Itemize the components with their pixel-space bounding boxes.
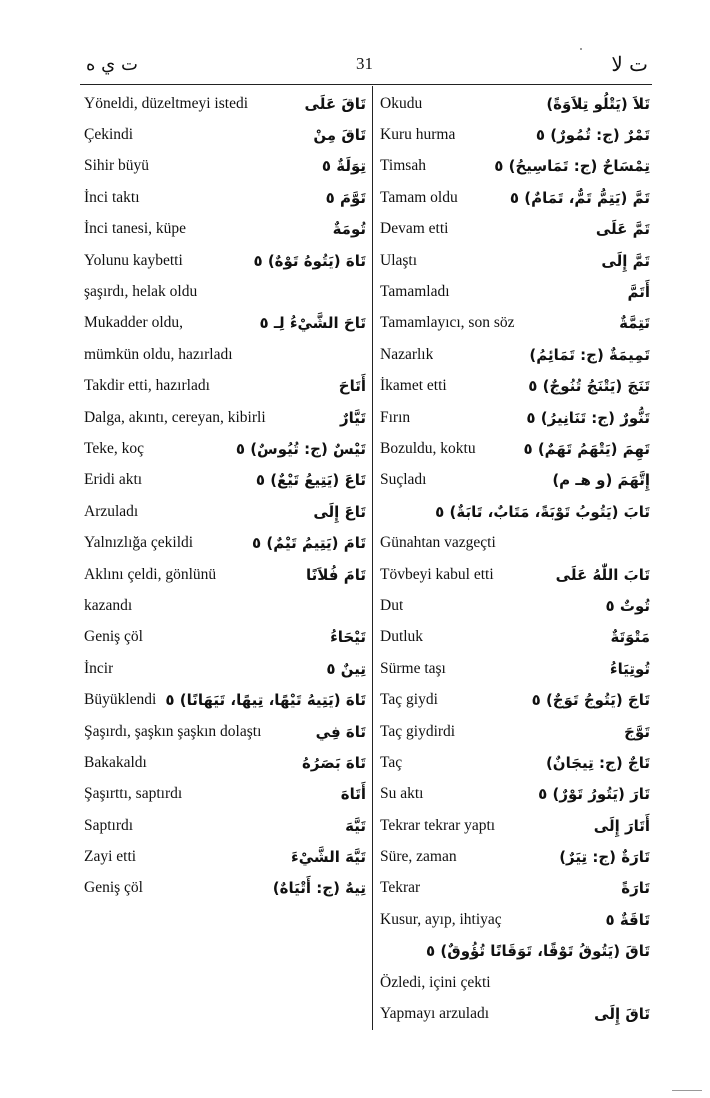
- arabic-headword: تَاعَ إِلَى: [313, 502, 366, 521]
- turkish-meaning: Aklını çeldi, gönlünü: [84, 565, 217, 583]
- arabic-headword: تَاهَ (يَتُوهُ تَوْهٌ) ٥: [253, 251, 366, 270]
- dictionary-entry: [84, 182, 366, 213]
- turkish-meaning: Taç: [380, 753, 403, 771]
- turkish-meaning: Suçladı: [380, 471, 427, 489]
- arabic-headword: تَيَّهَ: [345, 816, 366, 835]
- dictionary-entry: [380, 622, 650, 653]
- dictionary-entry: [84, 308, 366, 339]
- turkish-meaning: Zayi etti: [84, 848, 137, 866]
- arabic-headword: تُوتِيَاءُ: [609, 659, 650, 678]
- scan-speck: [580, 48, 582, 50]
- left-header-letters: ت ي ه: [86, 54, 138, 75]
- dictionary-entry: [380, 371, 650, 402]
- dictionary-entry: [84, 527, 366, 558]
- turkish-meaning: Mukadder oldu,: [84, 314, 184, 332]
- arabic-headword: تَامَ (يَتِيمُ تَيْمٌ) ٥: [252, 534, 366, 553]
- turkish-meaning: Sihir büyü: [84, 157, 150, 175]
- arabic-headword: تِمْسَاحٌ (ج: تَمَاسِيحُ) ٥: [494, 157, 650, 176]
- turkish-meaning: Geniş çöl: [84, 628, 143, 646]
- page-header: [80, 50, 650, 80]
- arabic-headword: تَوَّمَ ٥: [325, 188, 366, 207]
- turkish-meaning: Dut: [380, 596, 404, 614]
- dictionary-entry: [380, 936, 650, 967]
- arabic-headword: تَاجَ (يَتُوجُ تَوَجٌ) ٥: [531, 691, 650, 710]
- dictionary-entry: [84, 276, 366, 307]
- arabic-headword: تَامَ فُلاَنًا: [306, 565, 366, 584]
- dictionary-entry: [380, 182, 650, 213]
- arabic-headword: أَتَاحَ: [338, 377, 366, 396]
- dictionary-entry: [380, 276, 650, 307]
- turkish-meaning: Eridi aktı: [84, 471, 143, 489]
- dictionary-entry: [380, 214, 650, 245]
- dictionary-entry: [380, 496, 650, 527]
- turkish-meaning: Sürme taşı: [380, 659, 446, 677]
- dictionary-entry: [380, 245, 650, 276]
- arabic-headword: تَمَّ إِلَى: [601, 251, 650, 270]
- dictionary-entry: [380, 308, 650, 339]
- dictionary-entry: [84, 119, 366, 150]
- scan-speck: [672, 1090, 702, 1091]
- turkish-meaning: İnci tanesi, küpe: [84, 220, 187, 238]
- dictionary-entry: [380, 527, 650, 558]
- dictionary-entry: [84, 214, 366, 245]
- dictionary-entry: [380, 779, 650, 810]
- dictionary-entry: [84, 496, 366, 527]
- header-rule: [80, 84, 652, 85]
- arabic-headword: تَارَةٌ (ج: تِيَرٌ): [559, 848, 650, 867]
- arabic-headword: تَارَةً: [621, 879, 650, 898]
- turkish-meaning: Tekrar tekrar yaptı: [380, 816, 496, 834]
- turkish-meaning: şaşırdı, helak oldu: [84, 283, 198, 301]
- dictionary-entry: [380, 841, 650, 872]
- turkish-meaning: Çekindi: [84, 126, 134, 144]
- arabic-headword: تِوَلَةٌ ٥: [321, 157, 366, 176]
- turkish-meaning: Bakakaldı: [84, 753, 147, 771]
- arabic-headword: تَوَّجَ: [624, 722, 650, 741]
- arabic-headword: تَنَجَ (يَتْنَجُ تُنُوجٌ) ٥: [528, 377, 650, 396]
- left-column: [84, 88, 366, 904]
- dictionary-entry: [380, 716, 650, 747]
- dictionary-entry: [380, 684, 650, 715]
- column-divider: [372, 86, 373, 1030]
- turkish-meaning: Taç giydi: [380, 691, 438, 709]
- turkish-meaning: Saptırdı: [84, 816, 134, 834]
- arabic-headword: تَاحَ الشَّيْءُ لِـ ٥: [259, 314, 366, 333]
- turkish-meaning: Arzuladı: [84, 502, 139, 520]
- arabic-headword: تَتِمَّةٌ: [619, 314, 650, 333]
- dictionary-entry: [380, 559, 650, 590]
- arabic-headword: تَاهَ بَصَرُهُ: [302, 753, 366, 772]
- turkish-meaning: Timsah: [380, 157, 426, 175]
- arabic-headword: تَيْحَاءُ: [330, 628, 366, 647]
- dictionary-entry: [380, 433, 650, 464]
- turkish-meaning: Özledi, içini çekti: [380, 973, 491, 991]
- dictionary-entry: [380, 904, 650, 935]
- turkish-meaning: İnci taktı: [84, 188, 140, 206]
- dictionary-entry: [84, 88, 366, 119]
- arabic-headword: تَيَّارٌ: [339, 408, 366, 427]
- arabic-headword: تَاقَ إِلَى: [594, 1005, 650, 1024]
- dictionary-entry: [84, 716, 366, 747]
- arabic-headword: تَمْرٌ (ج: تُمُورٌ) ٥: [535, 126, 650, 145]
- dictionary-entry: [84, 245, 366, 276]
- turkish-meaning: Teke, koç: [84, 439, 145, 457]
- arabic-headword: تَاهَ فِي: [315, 722, 366, 741]
- arabic-headword: تُومَةٌ: [332, 220, 366, 239]
- turkish-meaning: İncir: [84, 659, 114, 677]
- arabic-headword: تَلاَ (يَتْلُو تِلاَوَةً): [546, 94, 650, 113]
- dictionary-entry: [380, 873, 650, 904]
- dictionary-entry: [84, 402, 366, 433]
- turkish-meaning: Takdir etti, hazırladı: [84, 377, 210, 395]
- turkish-meaning: Taç giydirdi: [380, 722, 456, 740]
- turkish-meaning: Yolunu kaybetti: [84, 251, 183, 269]
- right-column: [380, 88, 650, 1030]
- turkish-meaning: Tamamlayıcı, son söz: [380, 314, 515, 332]
- turkish-meaning: Tamam oldu: [380, 188, 458, 206]
- turkish-meaning: Yöneldi, düzeltmeyi istedi: [84, 94, 249, 112]
- dictionary-entry: [380, 339, 650, 370]
- arabic-headword: تَيْسٌ (ج: تُيُوسٌ) ٥: [235, 439, 366, 458]
- dictionary-entry: [380, 998, 650, 1029]
- arabic-headword: تَاقَ مِنْ: [313, 126, 366, 145]
- dictionary-entry: [380, 465, 650, 496]
- turkish-meaning: Dalga, akıntı, cereyan, kibirli: [84, 408, 266, 426]
- turkish-meaning: Nazarlık: [380, 345, 434, 363]
- arabic-headword: تَاقَ عَلَى: [304, 94, 366, 113]
- dictionary-entry: [380, 151, 650, 182]
- right-header-letters: ت لا: [611, 52, 648, 76]
- turkish-meaning: Yapmayı arzuladı: [380, 1005, 490, 1023]
- dictionary-entry: [84, 371, 366, 402]
- arabic-headword: أَتَارَ إِلَى: [593, 816, 650, 835]
- turkish-meaning: Yalnızlığa çekildi: [84, 534, 194, 552]
- dictionary-entry: [380, 119, 650, 150]
- turkish-meaning: Bozuldu, koktu: [380, 439, 476, 457]
- arabic-headword: تَاهَ (يَتِيهُ تَيْهًا، تِيهًا، تَيَهَانًا) ٥: [165, 691, 366, 710]
- dictionary-entry: [380, 402, 650, 433]
- arabic-headword: تَمِيمَةٌ (ج: تَمَائِمُ): [529, 345, 650, 364]
- arabic-headword: تَاقَةٌ ٥: [605, 910, 650, 929]
- turkish-meaning: Kusur, ayıp, ihtiyaç: [380, 910, 502, 928]
- arabic-headword: تَاعَ (يَتِيعُ تَيْعٌ) ٥: [255, 471, 366, 490]
- arabic-headword: تَنُّورٌ (ج: تَنَانِيرُ) ٥: [526, 408, 650, 427]
- turkish-meaning: Tamamladı: [380, 283, 450, 301]
- arabic-headword: تِينٌ ٥: [326, 659, 366, 678]
- dictionary-entry: [380, 88, 650, 119]
- dictionary-entry: [380, 653, 650, 684]
- dictionary-entry: [84, 151, 366, 182]
- arabic-headword: تَارَ (يَتُورُ تَوْرٌ) ٥: [538, 785, 650, 804]
- turkish-meaning: Şaşırttı, saptırdı: [84, 785, 183, 803]
- turkish-meaning: Fırın: [380, 408, 411, 426]
- dictionary-entry: [380, 810, 650, 841]
- turkish-meaning: Tekrar: [380, 879, 421, 897]
- turkish-meaning: Şaşırdı, şaşkın şaşkın dolaştı: [84, 722, 262, 740]
- arabic-headword: تَابَ اللّٰهُ عَلَى: [555, 565, 650, 584]
- dictionary-entry: [84, 810, 366, 841]
- turkish-meaning: Tövbeyi kabul etti: [380, 565, 494, 583]
- dictionary-entry: [84, 747, 366, 778]
- turkish-meaning: kazandı: [84, 596, 133, 614]
- turkish-meaning: Okudu: [380, 94, 423, 112]
- arabic-headword: تَهِمَ (يَتْهَمُ تَهَمٌ) ٥: [523, 439, 650, 458]
- dictionary-entry: [84, 433, 366, 464]
- arabic-headword: تَمَّ عَلَى: [595, 220, 650, 239]
- arabic-headword: أَتَاهَ: [340, 785, 366, 804]
- page-number: 31: [356, 54, 373, 73]
- dictionary-entry: [84, 841, 366, 872]
- arabic-headword: تَاقَ (يَتُوقُ تَوْقًا، تَوَقَانًا تُؤُوقٌ) ٥: [426, 942, 650, 961]
- turkish-meaning: Su aktı: [380, 785, 424, 803]
- arabic-headword: أَتَمَّ: [627, 283, 650, 302]
- dictionary-entry: [84, 622, 366, 653]
- turkish-meaning: Ulaştı: [380, 251, 418, 269]
- arabic-headword: مَتْوَتَةٌ: [610, 628, 650, 647]
- dictionary-entry: [380, 747, 650, 778]
- dictionary-entry: [84, 684, 366, 715]
- turkish-meaning: mümkün oldu, hazırladı: [84, 345, 233, 363]
- arabic-headword: تَابَ (يَتُوبُ تَوْبَةً، مَتَابٌ، تَابَةٌ) ٥: [435, 502, 650, 521]
- turkish-meaning: Geniş çöl: [84, 879, 143, 897]
- dictionary-entry: [84, 590, 366, 621]
- dictionary-entry: [84, 559, 366, 590]
- dictionary-entry: [380, 967, 650, 998]
- dictionary-entry: [84, 465, 366, 496]
- arabic-headword: تَيَّهَ الشَّيْءَ: [291, 848, 366, 867]
- dictionary-entry: [380, 590, 650, 621]
- dictionary-entry: [84, 653, 366, 684]
- arabic-headword: تَاجٌ (ج: تِيجَانٌ): [545, 753, 650, 772]
- arabic-headword: تَمَّ (يَتِمُّ تَمٌّ، تَمَامٌ) ٥: [509, 188, 650, 207]
- arabic-headword: تُوتٌ ٥: [605, 596, 650, 615]
- turkish-meaning: Devam etti: [380, 220, 449, 238]
- turkish-meaning: Günahtan vazgeçti: [380, 534, 496, 552]
- turkish-meaning: Süre, zaman: [380, 848, 457, 866]
- turkish-meaning: Kuru hurma: [380, 126, 456, 144]
- turkish-meaning: İkamet etti: [380, 377, 447, 395]
- dictionary-entry: [84, 873, 366, 904]
- dictionary-entry: [84, 339, 366, 370]
- turkish-meaning: Büyüklendi: [84, 691, 157, 709]
- arabic-headword: تِيهٌ (ج: أَتْيَاهٌ): [272, 879, 366, 898]
- arabic-headword: إِتَّهَمَ (و هـ م): [552, 471, 650, 490]
- turkish-meaning: Dutluk: [380, 628, 424, 646]
- dictionary-entry: [84, 779, 366, 810]
